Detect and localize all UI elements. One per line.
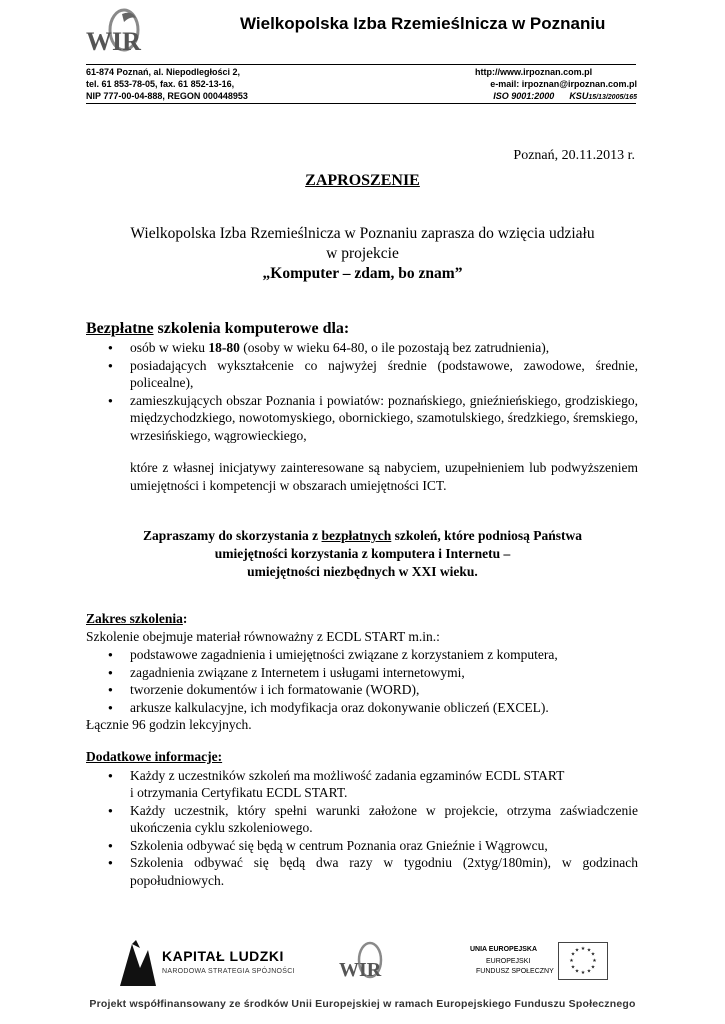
wir-footer-logo — [338, 940, 388, 990]
scope-intro: Szkolenie obejmuje materiał równoważny z ECDL START m.in.: — [86, 628, 440, 644]
cta-line-2: umiejętności korzystania z komputera i Internetu – — [214, 546, 511, 561]
header-rule-top — [86, 64, 636, 65]
list-item: ● osób w wieku 18-80 (osoby w wieku 64-80, o ile pozostają bez zatrudnienia), — [86, 339, 638, 357]
list-item: ● zamieszkujących obszar Poznania i powiatów: poznańskiego, gnieźnieńskiego, grodziskiego, międzychodzkiego, nowotomyskiego, obornickiego, szamotulskiego, średzkiego, śremskiego, wrzesińskiego, wągrowieckiego, — [86, 392, 638, 445]
invitation-text — [80, 224, 645, 284]
additional-list — [86, 767, 638, 890]
list-item: ● podstawowe zagadnienia i umiejętności związane z korzystaniem z komputera, — [86, 646, 638, 664]
cofinancing-note: Projekt współfinansowany ze środków Unii Europejskiej w ramach Europejskiego Funduszu Społecznego — [89, 998, 636, 1010]
kapital-ludzki-subtitle: NARODOWA STRATEGIA SPÓJNOŚCI — [162, 968, 295, 975]
svg-text:★: ★ — [570, 951, 576, 958]
ksu-label: KSU — [569, 91, 589, 101]
kapital-ludzki-logo — [118, 938, 328, 990]
free-trainings-title — [86, 320, 349, 338]
wir-footer-graphic — [338, 940, 388, 990]
svg-text:★: ★ — [570, 964, 576, 971]
list-item: ● Każdy z uczestników szkoleń ma możliwość zadania egzaminów ECDL START i otrzymania Certyfikatu ECDL START. — [86, 767, 638, 802]
address-line: 61-874 Poznań, al. Niepodległości 2, — [86, 67, 241, 77]
contact-right — [475, 66, 637, 104]
invite-line-2: w projekcie — [326, 245, 399, 262]
svg-text:★: ★ — [592, 958, 597, 964]
cta-line-3: umiejętności niezbędnych w XXI wieku. — [247, 564, 478, 579]
svg-text:★: ★ — [580, 970, 586, 976]
iso-label: ISO 9001:2000 — [493, 91, 555, 101]
list-item: ● tworzenie dokumentów i ich formatowanie (WORD), — [86, 681, 638, 699]
eligibility-list — [86, 339, 638, 444]
eu-stars-icon — [559, 943, 607, 979]
eu-flag — [558, 942, 608, 980]
scope-total: Łącznie 96 godzin lekcyjnych. — [86, 717, 252, 732]
svg-text:★: ★ — [590, 951, 596, 958]
eu-logo — [470, 942, 610, 988]
eu-line-2: EUROPEJSKI — [486, 958, 531, 965]
svg-text:★: ★ — [574, 947, 580, 954]
org-title: Wielkopolska Izba Rzemieślnicza w Poznaniu — [240, 14, 606, 33]
wir-logo-text: WIR — [86, 27, 141, 56]
additional-section — [86, 748, 638, 889]
eligibility-note: które z własnej inicjatywy zainteresowane są nabyciem, uzupełnieniem lub podwyższeniem umiejętności i kompetencji w obszarach umiejętności ICT. — [130, 460, 638, 493]
svg-text:★: ★ — [586, 947, 592, 954]
svg-text:★: ★ — [590, 964, 596, 971]
cta-line-1: Zapraszamy do skorzystania z bezpłatnych szkoleń, które podniosą Państwa — [143, 528, 582, 543]
phone-line: tel. 61 853-78-05, fax. 61 852-13-16, — [86, 79, 235, 89]
scope-title: Zakres szkolenia: — [86, 611, 188, 626]
email-link[interactable]: e-mail: irpoznan@irpoznan.com.pl — [490, 79, 637, 89]
ids-line: NIP 777-00-04-888, REGON 000448953 — [86, 91, 248, 101]
scope-section — [86, 610, 638, 734]
list-item: ● arkusze kalkulacyjne, ich modyfikacja oraz dokonywanie obliczeń (EXCEL). — [86, 699, 638, 717]
list-item: ● posiadających wykształcenie co najwyżej średnie (podstawowe, zawodowe, średnie, policealne), — [86, 357, 638, 392]
svg-text:★: ★ — [586, 968, 592, 975]
ksu-number: 15/13/2005/165 — [588, 94, 637, 101]
wir-logo — [84, 8, 146, 66]
invite-line-1: Wielkopolska Izba Rzemieślnicza w Poznaniu zaprasza do wzięcia udziału — [130, 225, 595, 242]
list-item: ● Każdy uczestnik, który spełni warunki założone w projekcie, otrzyma zaświadczenie ukończenia cyklu szkoleniowego. — [86, 802, 638, 837]
project-name: „Komputer – zdam, bo znam” — [262, 265, 463, 282]
svg-text:★: ★ — [574, 968, 580, 975]
list-item: ● zagadnienia związane z Internetem i usługami internetowymi, — [86, 664, 638, 682]
free-trainings-title-underlined: Bezpłatne — [86, 320, 154, 337]
list-item: ● Szkolenia odbywać się będą dwa razy w tygodniu (2xtyg/180min), w godzinach popołudniowych. — [86, 854, 638, 889]
header-rule-bottom — [86, 103, 636, 104]
document-date: Poznań, 20.11.2013 r. — [513, 148, 635, 163]
wir-footer-text: WIR — [339, 959, 382, 981]
wir-logo-graphic — [84, 8, 146, 66]
certification-line — [475, 90, 637, 104]
svg-text:★: ★ — [580, 946, 586, 952]
svg-text:★: ★ — [569, 958, 574, 964]
eu-line-3: FUNDUSZ SPOŁECZNY — [476, 968, 554, 975]
list-item: ● Szkolenia odbywać się będą w centrum Poznania oraz Gnieźnie i Wągrowcu, — [86, 837, 638, 855]
contact-left — [86, 66, 248, 102]
free-trainings-title-rest: szkolenia komputerowe dla: — [153, 320, 350, 337]
scope-list — [86, 646, 638, 716]
cta-text — [100, 527, 625, 581]
kapital-ludzki-icon — [118, 938, 158, 988]
additional-title: Dodatkowe informacje: — [86, 749, 223, 764]
eu-title: UNIA EUROPEJSKA — [470, 946, 538, 953]
website-link[interactable]: http://www.irpoznan.com.pl — [475, 67, 593, 77]
kapital-ludzki-title: KAPITAŁ LUDZKI — [162, 948, 284, 964]
document-heading: ZAPROSZENIE — [305, 172, 420, 189]
